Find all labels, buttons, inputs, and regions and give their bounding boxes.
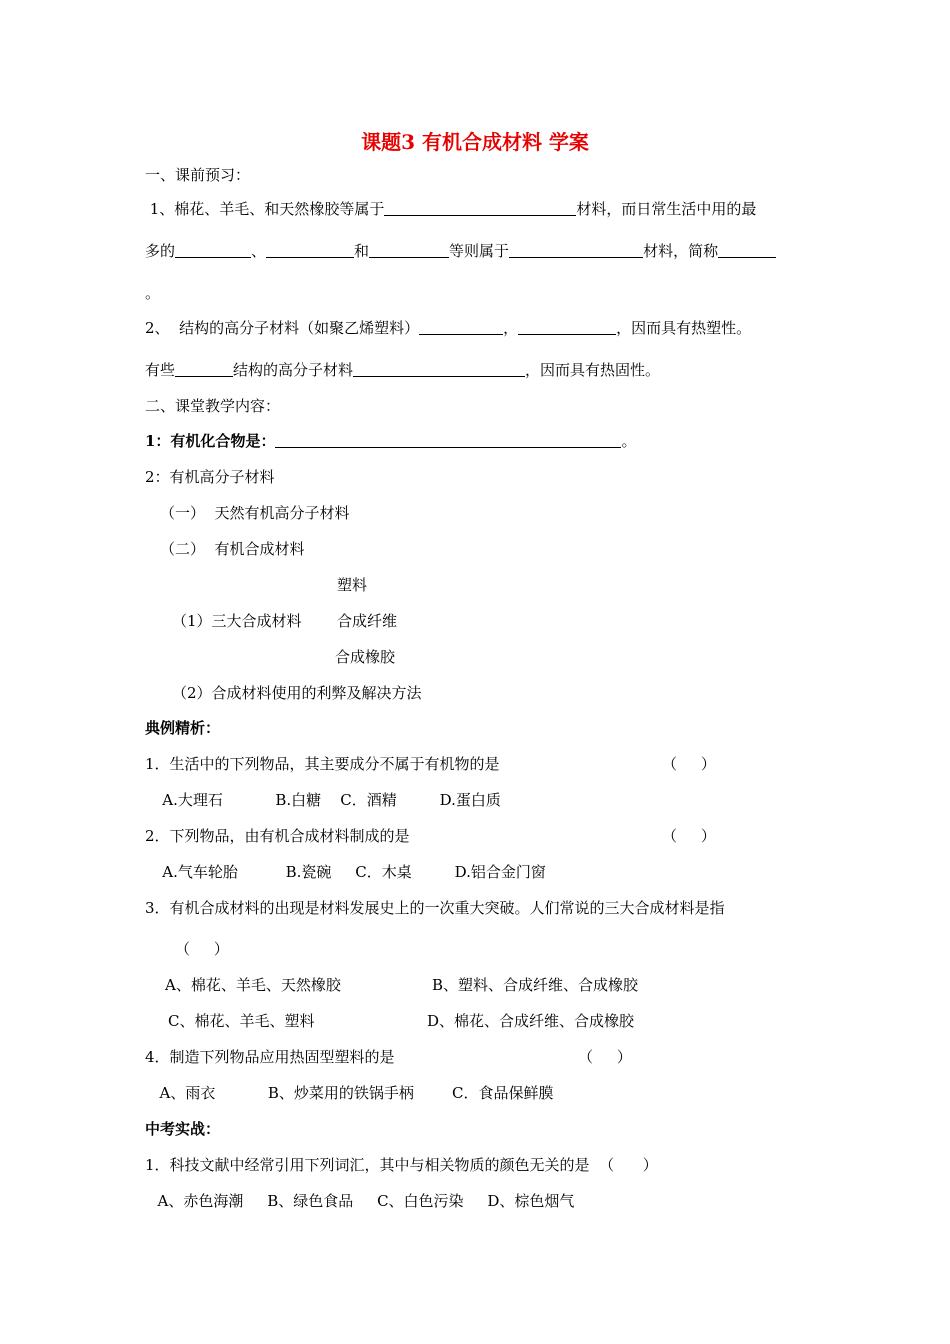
preview-question-1-line-1: 1、棉花、羊毛、和天然橡胶等属于 材料，而日常生活中用的最 [145, 200, 757, 218]
example-question-4: 4．制造下列物品应用热固型塑料的是 [145, 1048, 395, 1066]
example-question-2: 2．下列物品，由有机合成材料制成的是 [145, 827, 410, 845]
example-question-4-options: A、雨衣 B、炒菜用的铁锅手柄 C．食品保鲜膜 [150, 1084, 554, 1102]
exam-question-1-options: A、赤色海潮 B、绿色食品 C、白色污染 D、棕色烟气 [148, 1192, 575, 1210]
synthetic-fiber: 合成纤维 [337, 612, 398, 630]
example-question-3: 3．有机合成材料的出现是材料发展史上的一次重大突破。人们常说的三大合成材料是指 [145, 899, 725, 917]
section-exam-heading: 中考实战： [145, 1120, 221, 1138]
class-item-2: 2：有机高分子材料 [145, 468, 275, 486]
answer-paren[interactable]: （ ） [662, 827, 716, 845]
answer-paren[interactable]: （ ） [578, 1048, 632, 1066]
section-examples-heading: 典例精析： [145, 719, 221, 737]
answer-blank[interactable] [266, 241, 354, 258]
class-item-1: 1：有机化合物是： 。 [145, 432, 637, 450]
section-class-heading: 二、课堂教学内容： [145, 397, 281, 415]
answer-paren[interactable]: （ ） [662, 755, 716, 773]
class-sub-2: （二） 有机合成材料 [160, 540, 305, 558]
answer-blank[interactable] [175, 241, 251, 258]
example-question-3-option-b: B、塑料、合成纤维、合成橡胶 [432, 976, 639, 994]
example-question-3-option-a: A、棉花、羊毛、天然橡胶 [165, 976, 341, 994]
example-question-2-options: A.气车轮胎 B.瓷碗 C．木桌 D.铝合金门窗 [148, 863, 546, 881]
answer-blank[interactable] [718, 241, 776, 258]
exam-question-1: 1．科技文献中经常引用下列词汇，其中与相关物质的颜色无关的是 （ ） [145, 1156, 658, 1174]
preview-question-1-line-2: 多的 、 和 等则属于 材料，简称 [145, 241, 776, 261]
answer-blank[interactable] [275, 431, 621, 448]
synthetic-plastic: 塑料 [337, 576, 368, 594]
class-sub-1: （一） 天然有机高分子材料 [160, 504, 350, 522]
answer-blank[interactable] [353, 360, 525, 377]
three-synthetic-materials: （1）三大合成材料 [172, 612, 302, 630]
synthetic-rubber: 合成橡胶 [335, 648, 396, 666]
answer-blank[interactable] [384, 199, 576, 216]
answer-blank[interactable] [369, 241, 449, 258]
answer-blank[interactable] [509, 241, 643, 258]
example-question-1: 1．生活中的下列物品，其主要成分不属于有机物的是 [145, 755, 500, 773]
preview-question-1-end: 。 [145, 284, 161, 302]
example-question-1-options: A.大理石 B.白糖 C．酒精 D.蛋白质 [148, 791, 501, 809]
preview-question-2-line-2: 有些 结构的高分子材料 ，因而具有热固性。 [145, 361, 661, 379]
example-question-3-option-d: D、棉花、合成纤维、合成橡胶 [427, 1012, 635, 1030]
example-question-3-option-c: C、棉花、羊毛、塑料 [168, 1012, 315, 1030]
section-preview-heading: 一、课前预习： [145, 166, 251, 184]
answer-blank[interactable] [175, 360, 233, 377]
pros-and-cons: （2）合成材料使用的利弊及解决方法 [172, 684, 422, 702]
preview-question-2-line-1: 2、 结构的高分子材料（如聚乙烯塑料） ， ，因而具有热塑性。 [145, 319, 752, 337]
answer-blank[interactable] [419, 318, 503, 335]
page-title: 课题3 有机合成材料 学案 [361, 130, 589, 154]
answer-blank[interactable] [518, 318, 616, 335]
answer-paren[interactable]: （ ） [175, 940, 229, 958]
